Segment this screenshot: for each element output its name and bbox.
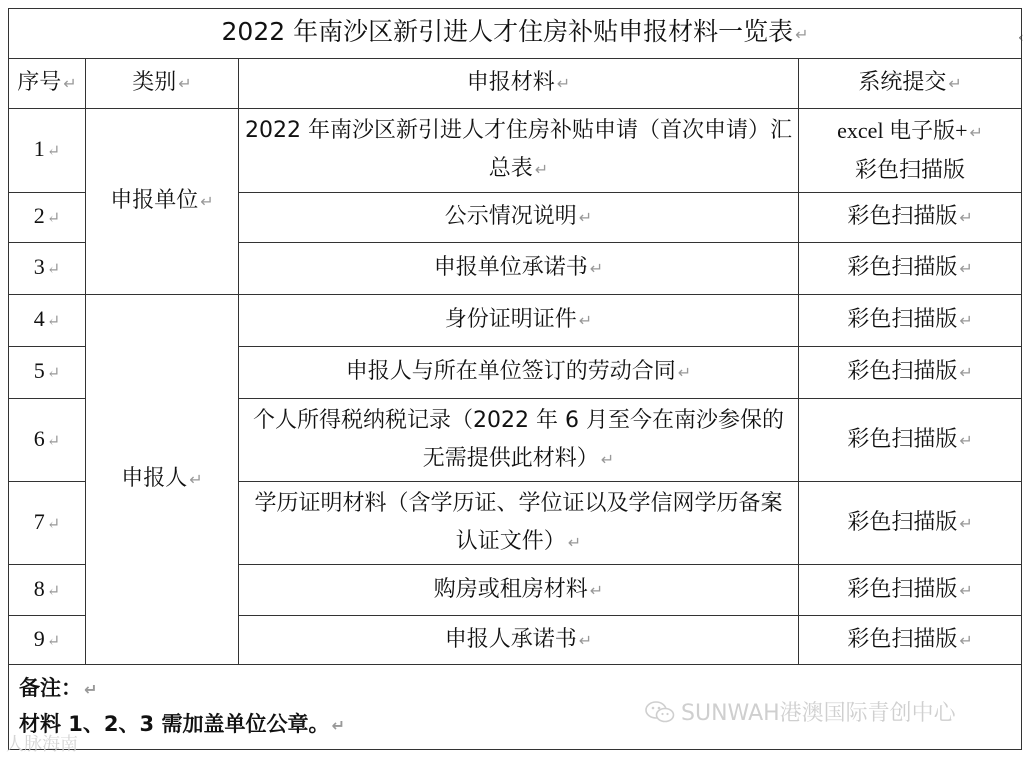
row-material: 2022 年南沙区新引进人才住房补贴申请（首次申请）汇总表 ↵: [239, 109, 799, 193]
title-row: [9, 9, 1022, 59]
row-no: 2 ↵: [9, 193, 86, 243]
notes-label: 备注：: [19, 676, 82, 700]
category-applicant-unit: 申报单位 ↵: [86, 109, 239, 295]
header-submit: 系统提交 ↵: [799, 59, 1022, 109]
notes-text: 材料 1、2、3 需加盖单位公章。: [19, 712, 330, 736]
watermark-right-text: SUNWAH港澳国际青创中心: [681, 701, 956, 726]
row-no: 8 ↵: [9, 565, 86, 616]
row-submit: 彩色扫描版 ↵: [799, 399, 1022, 482]
row-material: 学历证明材料（含学历证、学位证以及学信网学历备案认证文件） ↵: [239, 482, 799, 565]
row-no: 5 ↵: [9, 347, 86, 399]
row-material: 公示情况说明 ↵: [239, 193, 799, 243]
row-material: 身份证明证件 ↵: [239, 295, 799, 347]
row-submit: 彩色扫描版 ↵: [799, 243, 1022, 295]
table-row: [9, 109, 1022, 193]
category-applicant: 申报人 ↵: [86, 295, 239, 665]
side-marker: ‹: [1018, 30, 1024, 46]
row-material: 申报人承诺书 ↵: [239, 616, 799, 665]
row-no: 6 ↵: [9, 399, 86, 482]
wechat-icon: [645, 700, 675, 724]
watermark-left: [6, 730, 78, 756]
row-no: 3 ↵: [9, 243, 86, 295]
row-material: 申报单位承诺书 ↵: [239, 243, 799, 295]
row-submit: 彩色扫描版 ↵: [799, 295, 1022, 347]
header-row: [9, 59, 1022, 109]
row-material: 购房或租房材料 ↵: [239, 565, 799, 616]
paragraph-mark: ↵: [795, 25, 809, 44]
row-no: 1 ↵: [9, 109, 86, 193]
row-submit: 彩色扫描版 ↵: [799, 482, 1022, 565]
row-submit: 彩色扫描版 ↵: [799, 347, 1022, 399]
row-submit: 彩色扫描版 ↵: [799, 616, 1022, 665]
row-material: 申报人与所在单位签订的劳动合同 ↵: [239, 347, 799, 399]
notes-text-line: 材料 1、2、3 需加盖单位公章。 ↵: [19, 712, 345, 736]
row-no: 4 ↵: [9, 295, 86, 347]
watermark-right: [645, 696, 956, 727]
row-no: 9 ↵: [9, 616, 86, 665]
row-submit: 彩色扫描版 ↵: [799, 565, 1022, 616]
row-submit: excel 电子版+ ↵ 彩色扫描版: [799, 109, 1022, 193]
notes-label-line: 备注： ↵: [19, 676, 98, 700]
row-submit: 彩色扫描版 ↵: [799, 193, 1022, 243]
watermark-left-text: 人脉海南: [6, 734, 78, 755]
table-title: [9, 9, 1022, 59]
materials-table: [8, 8, 1022, 750]
title-text: 2022 年南沙区新引进人才住房补贴申报材料一览表: [221, 17, 794, 46]
table-row: [9, 295, 1022, 347]
header-category: 类别 ↵: [86, 59, 239, 109]
row-material: 个人所得税纳税记录（2022 年 6 月至今在南沙参保的无需提供此材料） ↵: [239, 399, 799, 482]
header-material: 申报材料 ↵: [239, 59, 799, 109]
row-no: 7 ↵: [9, 482, 86, 565]
header-no: 序号 ↵: [9, 59, 86, 109]
